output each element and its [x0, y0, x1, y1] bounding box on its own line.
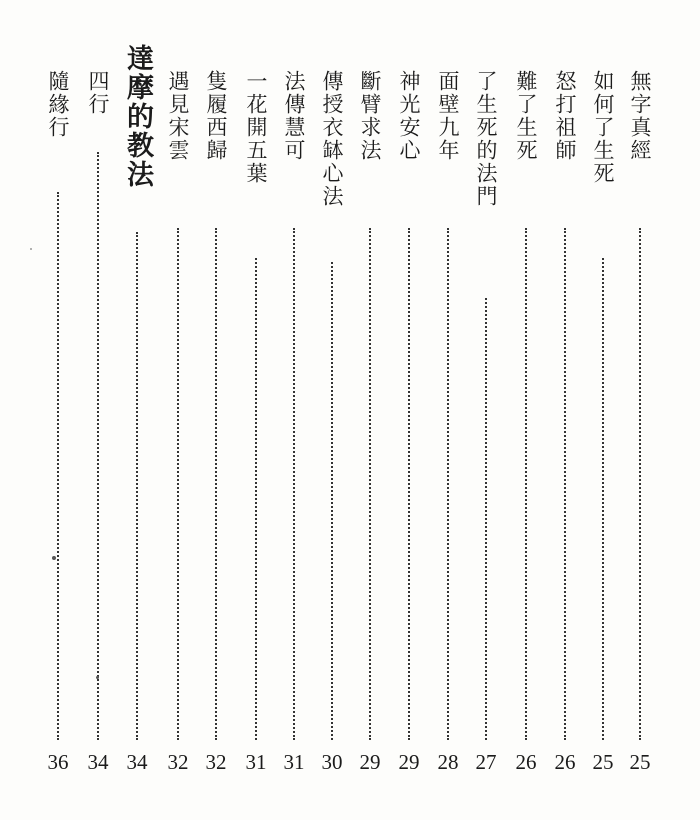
toc-entry-page: 25 [592, 750, 614, 774]
dot-leader [639, 228, 641, 740]
toc-entry-11 [238, 0, 274, 820]
toc-entry-title: 隻履西歸 [204, 70, 228, 162]
dot-leader [369, 228, 371, 740]
toc-entry-page: 30 [321, 750, 343, 774]
toc-entry-1 [622, 0, 658, 820]
toc-entry-title: 難了生死 [514, 70, 538, 162]
dot-leader [447, 228, 449, 740]
dot-leader [408, 228, 410, 740]
toc-entry-title: 遇見宋雲 [166, 70, 190, 162]
dot-leader [177, 228, 179, 740]
dot-leader [215, 228, 217, 740]
scan-speck [96, 676, 99, 679]
toc-entry-7 [391, 0, 427, 820]
toc-entry-13 [160, 0, 196, 820]
toc-entry-page: 25 [629, 750, 651, 774]
toc-entry-title: 了生死的法門 [474, 70, 498, 208]
toc-entry-page: 27 [475, 750, 497, 774]
dot-leader [525, 228, 527, 740]
toc-entry-page: 31 [245, 750, 267, 774]
toc-entry-title: 法傳慧可 [282, 70, 306, 162]
toc-entry-12 [198, 0, 234, 820]
toc-entry-6 [430, 0, 466, 820]
dot-leader [97, 152, 99, 740]
toc-entry-page: 34 [126, 750, 148, 774]
toc-entry-page: 29 [398, 750, 420, 774]
toc-entry-15 [80, 0, 116, 820]
dot-leader [602, 258, 604, 740]
toc-entry-title: 怒打祖師 [553, 70, 577, 162]
dot-leader [331, 262, 333, 740]
dot-leader [564, 228, 566, 740]
toc-entry-4 [508, 0, 544, 820]
toc-entry-page: 28 [437, 750, 459, 774]
toc-entry-title: 隨緣行 [46, 70, 70, 139]
toc-entry-5 [468, 0, 504, 820]
dot-leader [255, 258, 257, 740]
toc-entry-8 [352, 0, 388, 820]
toc-entry-title: 四行 [86, 70, 110, 116]
toc-entry-9 [314, 0, 350, 820]
toc-entry-page: 26 [554, 750, 576, 774]
toc-entry-title: 無字真經 [628, 70, 652, 162]
toc-entry-page: 34 [87, 750, 109, 774]
toc-entry-2 [585, 0, 621, 820]
toc-entry-page: 32 [167, 750, 189, 774]
toc-entry-3 [547, 0, 583, 820]
scan-speck [30, 248, 32, 250]
toc-entry-title: 一花開五葉 [244, 70, 268, 185]
dot-leader [485, 298, 487, 740]
scan-speck [52, 556, 56, 560]
dot-leader [293, 228, 295, 740]
toc-entry-10 [276, 0, 312, 820]
toc-entry-page: 32 [205, 750, 227, 774]
toc-entry-page: 29 [359, 750, 381, 774]
toc-section-heading [119, 0, 155, 820]
toc-entry-page: 36 [47, 750, 69, 774]
toc-entry-title: 傳授衣缽心法 [320, 70, 344, 208]
dot-leader [57, 192, 59, 740]
toc-entry-title: 面壁九年 [436, 70, 460, 162]
toc-entry-16 [40, 0, 76, 820]
toc-entry-page: 31 [283, 750, 305, 774]
toc-entry-title: 斷臂求法 [358, 70, 382, 162]
dot-leader [136, 232, 138, 740]
toc-section-title: 達摩的教法 [122, 44, 153, 189]
toc-entry-title: 神光安心 [397, 70, 421, 162]
toc-entry-title: 如何了生死 [591, 70, 615, 185]
toc-entry-page: 26 [515, 750, 537, 774]
